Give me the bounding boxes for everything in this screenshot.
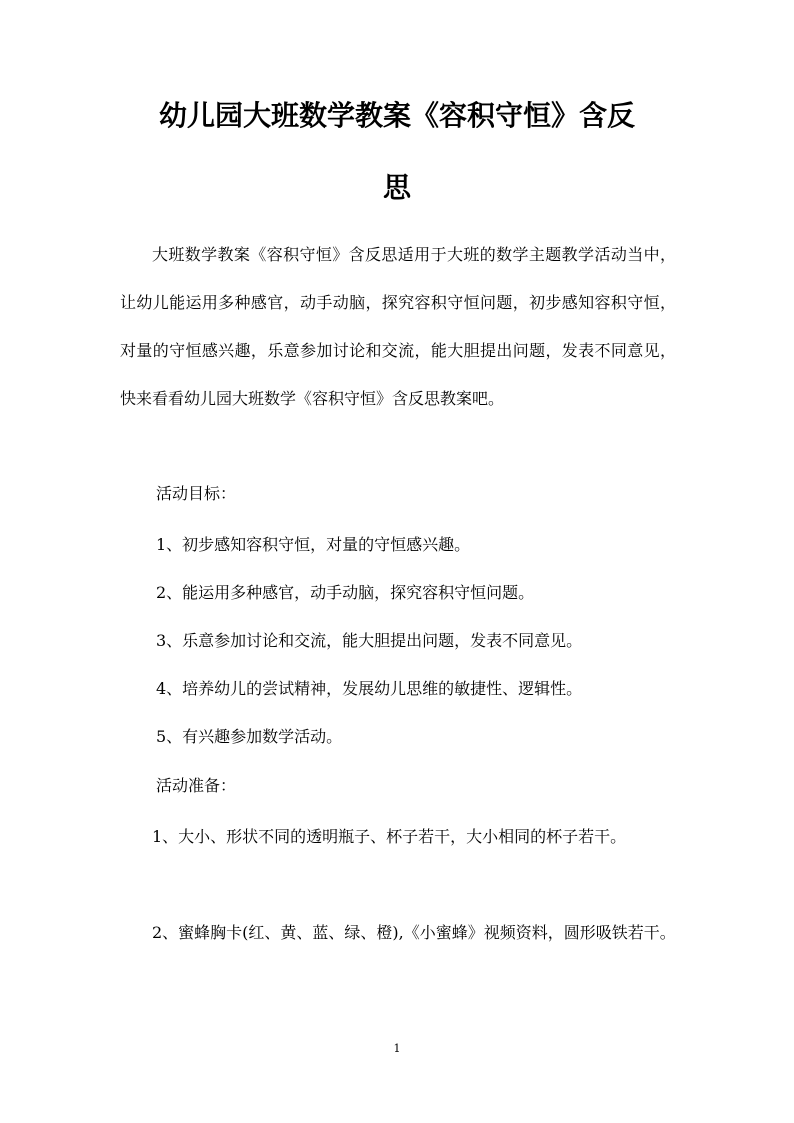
document-title-line-1: 幼儿园大班数学教案《容积守恒》含反 — [158, 99, 635, 132]
goals-heading: 活动目标： — [156, 484, 237, 503]
goal-item-4: 4、培养幼儿的尝试精神，发展幼儿思维的敏捷性、逻辑性。 — [156, 679, 583, 698]
goal-item-3: 3、乐意参加讨论和交流，能大胆提出问题，发表不同意见。 — [156, 631, 583, 650]
intro-paragraph: 大班数学教案《容积守恒》含反思适用于大班的数学主题教学活动当中，让幼儿能运用多种感官，动手动脑，探究容积守恒问题，初步感知容积守恒，对量的守恒感兴趣，乐意参加讨论和交流，能大胆提出问题，发表不同意见，快来看看幼儿园大班数学《容积守恒》含反思教案吧。 — [120, 245, 676, 408]
goal-item-2: 2、能运用多种感官，动手动脑，探究容积守恒问题。 — [156, 583, 535, 602]
prep-item-2: 2、蜜蜂胸卡(红、黄、蓝、绿、橙),《小蜜蜂》视频资料，圆形吸铁若干。 — [152, 923, 676, 942]
goal-item-5: 5、有兴趣参加数学活动。 — [156, 727, 343, 746]
prep-heading: 活动准备： — [156, 776, 237, 795]
document-title-line-2: 思 — [382, 171, 411, 204]
goal-item-1: 1、初步感知容积守恒，对量的守恒感兴趣。 — [156, 535, 471, 554]
page-number: 1 — [393, 1042, 401, 1055]
prep-item-1: 1、大小、形状不同的透明瓶子、杯子若干，大小相同的杯子若干。 — [152, 827, 627, 846]
